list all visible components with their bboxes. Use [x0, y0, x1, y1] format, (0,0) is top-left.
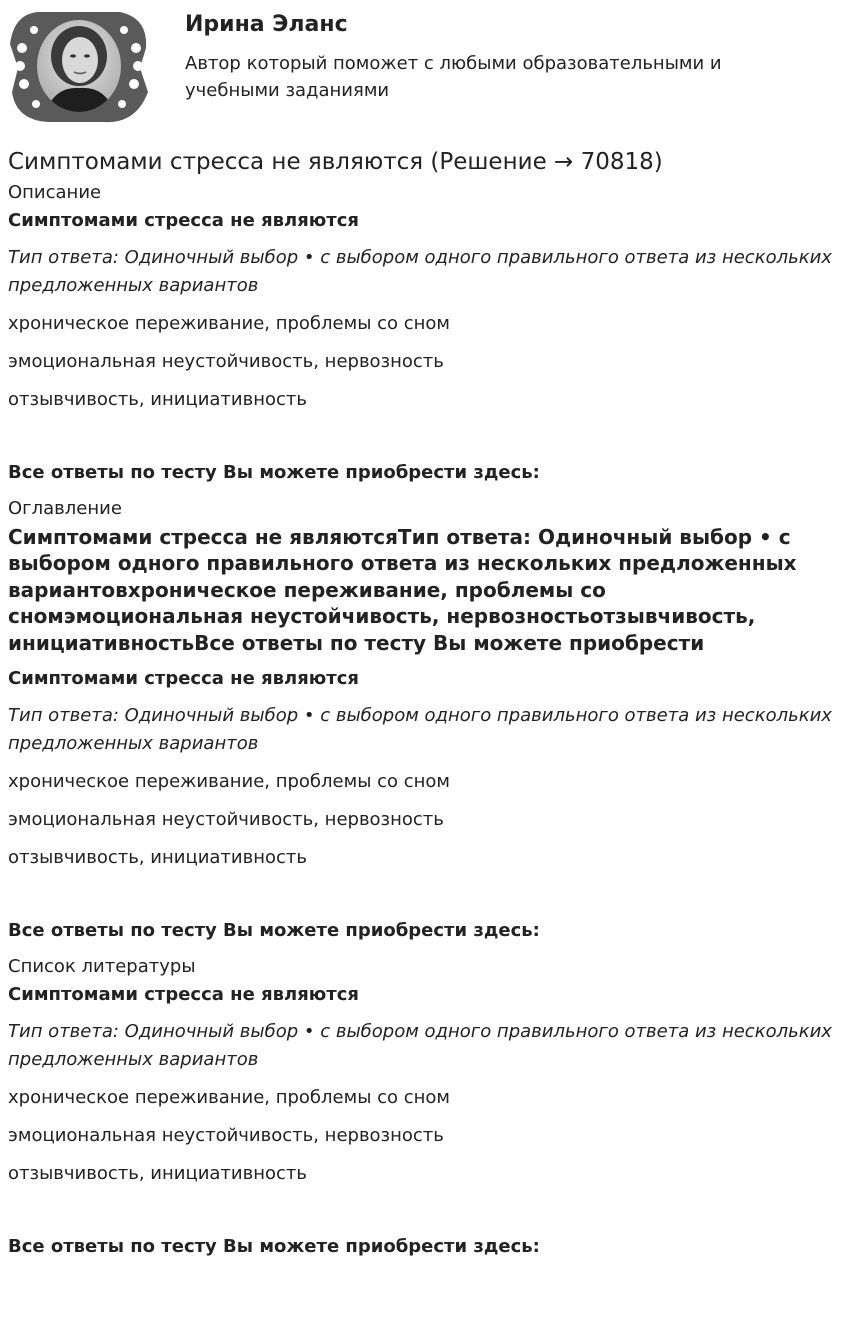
answer-option: эмоциональная неустойчивость, нервозность [8, 351, 444, 372]
answer-option: эмоциональная неустойчивость, нервозность [8, 809, 444, 831]
author-description: Автор который поможет с любыми образовательными и учебными заданиями [185, 53, 722, 101]
author-avatar [8, 8, 150, 126]
section-label-toc: Оглавление [8, 498, 122, 519]
question-title: Симптомами стресса не являются [8, 668, 359, 690]
question-title: Симптомами стресса не являются [8, 210, 359, 231]
buy-answers-text: Все ответы по тесту Вы можете приобрести здесь: [8, 462, 540, 483]
description-section [8, 180, 838, 486]
toc-section [8, 496, 838, 944]
literature-section [8, 954, 838, 1260]
answer-option: отзывчивость, инициативность [8, 1163, 307, 1185]
section-label-literature: Список литературы [8, 956, 196, 978]
author-header [8, 8, 838, 126]
author-name: Ирина Эланс [185, 12, 348, 37]
answer-option: хроническое переживание, проблемы со сном [8, 1087, 451, 1109]
answer-type: Тип ответа: Одиночный выбор • с выбором одного правильного ответа из нескольких предложенных вариантов [8, 705, 832, 755]
answer-option: отзывчивость, инициативность [8, 389, 307, 410]
answer-option: хроническое переживание, проблемы со сном [8, 313, 451, 334]
answer-type: Тип ответа: Одиночный выбор • с выбором одного правильного ответа из нескольких предложенных вариантов [8, 1021, 832, 1071]
question-title: Симптомами стресса не являются [8, 984, 359, 1006]
section-label-description: Описание [8, 182, 102, 203]
main-content [8, 144, 838, 1270]
answer-type: Тип ответа: Одиночный выбор • с выбором одного правильного ответа из нескольких предложенных вариантов [8, 247, 832, 296]
answer-option: эмоциональная неустойчивость, нервозность [8, 1125, 444, 1147]
buy-answers-text: Все ответы по тесту Вы можете приобрести здесь: [8, 1236, 540, 1258]
answer-option: отзывчивость, инициативность [8, 847, 307, 869]
answer-option: хроническое переживание, проблемы со сном [8, 771, 451, 793]
page-title: Симптомами стресса не являются (Решение → 70818) [8, 149, 663, 175]
toc-summary: Симптомами стресса не являютсяТип ответа: Одиночный выбор • с выбором одного правильного ответа из нескольких предложенных вариантовхроническое переживание, проблемы со сномэмоциональная неустойчивость, нервозностьотзывчивость, инициативностьВсе ответы по тесту Вы можете приобрести [8, 525, 797, 655]
buy-answers-text: Все ответы по тесту Вы можете приобрести здесь: [8, 920, 540, 942]
